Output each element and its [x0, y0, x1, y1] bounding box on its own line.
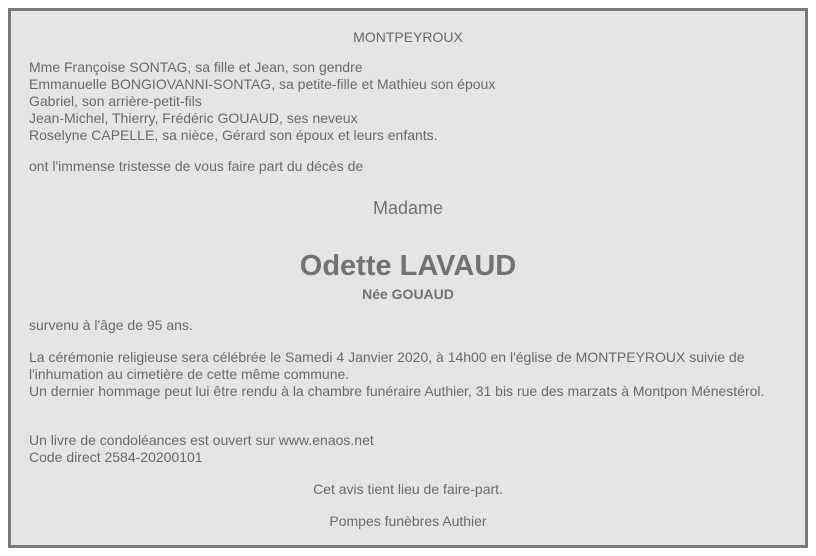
deceased-name: Odette LAVAUD: [299, 250, 517, 282]
family-line: Jean-Michel, Thierry, Frédéric GOUAUD, ses neveux: [29, 110, 358, 126]
age-text: survenu à l'âge de 95 ans.: [29, 317, 193, 333]
family-line: Mme Françoise SONTAG, sa fille et Jean, son gendre: [29, 59, 363, 75]
civility: Madame: [372, 198, 444, 218]
condolences-section: [29, 432, 787, 466]
ceremony-text: La cérémonie religieuse sera célébrée le Samedi 4 Janvier 2020, à 14h00 en l'église de MONTPEYROUX suivie de l'inhumation au cimetière de cette même commune.: [29, 349, 745, 382]
condolences-code: Code direct 2584-20200101: [29, 449, 203, 465]
notice-text: Cet avis tient lieu de faire-part.: [313, 481, 503, 497]
tribute-text: Un dernier hommage peut lui être rendu à la chambre funéraire Authier, 31 bis rue des marzats à Montpon Ménestérol.: [29, 383, 765, 399]
obituary-notice: [8, 8, 808, 548]
family-list: [29, 59, 787, 144]
maiden-name: Née GOUAUD: [362, 286, 454, 302]
announcement-text: ont l'immense tristesse de vous faire part du décès de: [29, 158, 364, 174]
condolences-text: Un livre de condoléances est ouvert sur www.enaos.net: [29, 432, 374, 448]
commune-heading: MONTPEYROUX: [353, 29, 463, 45]
family-line: Emmanuelle BONGIOVANNI-SONTAG, sa petite-fille et Mathieu son époux: [29, 76, 496, 92]
family-line: Gabriel, son arrière-petit-fils: [29, 93, 202, 109]
ceremony-section: [29, 349, 787, 400]
funeral-home: Pompes funèbres Authier: [329, 513, 487, 529]
family-line: Roselyne CAPELLE, sa nièce, Gérard son époux et leurs enfants.: [29, 127, 438, 143]
